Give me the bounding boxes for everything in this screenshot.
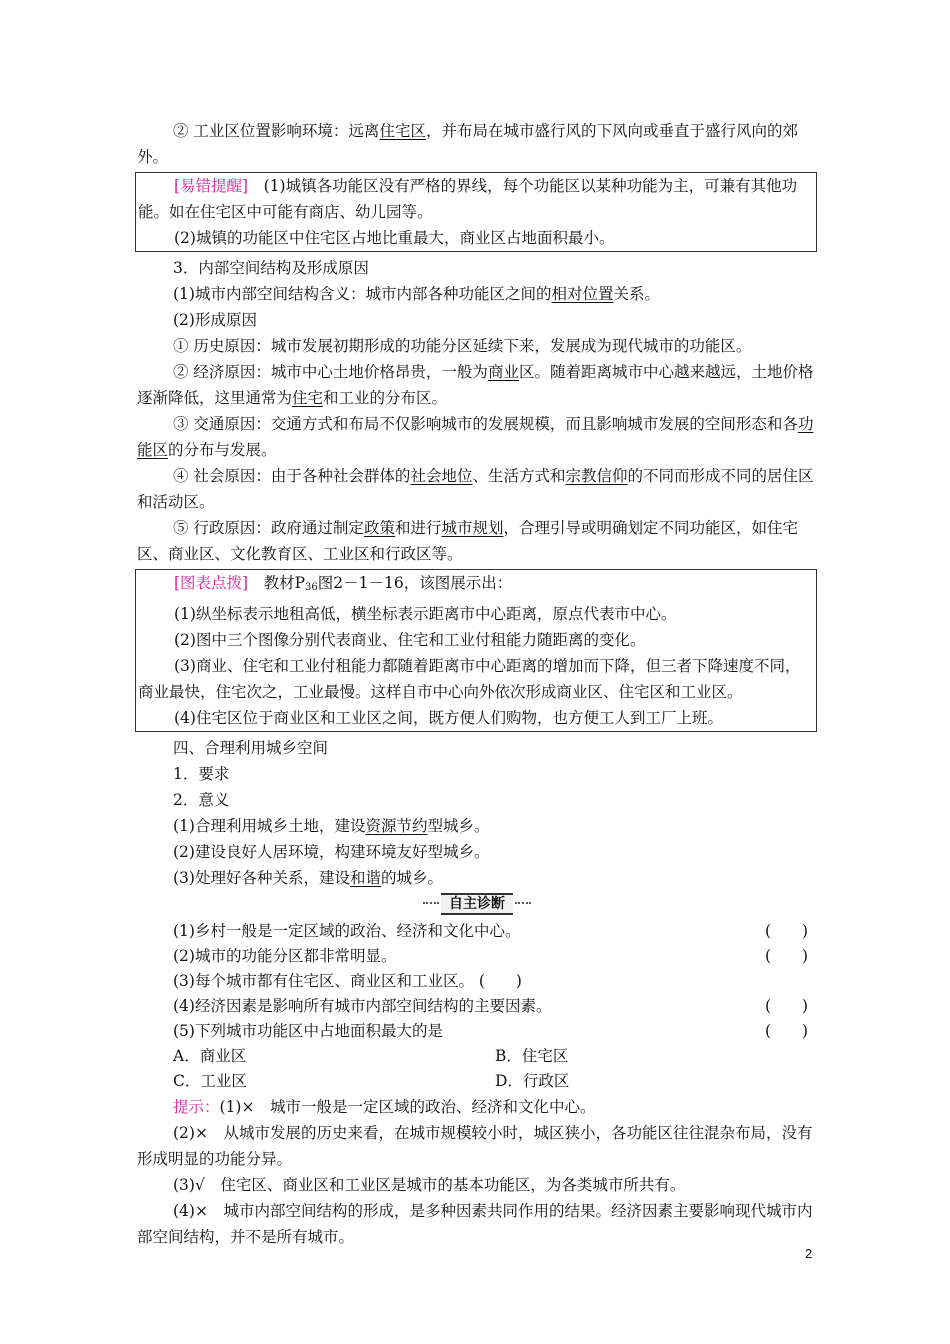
question-row: (1)乡村一般是一定区域的政治、经济和文化中心。 ( ) [137,919,817,944]
question-row: (2)城市的功能分区都非常明显。 ( ) [137,944,817,969]
paragraph-industrial-location: ② 工业区位置影响环境：远离住宅区，并布局在城市盛行风的下风向或垂直于盛行风向的郊外。 [137,122,798,166]
option-a: A．商业区 [173,1047,247,1065]
options-row [137,1069,817,1094]
section-heading: 四、合理利用城乡空间 [173,739,329,757]
option-d: D．行政区 [495,1072,570,1090]
paragraph: (2)建设良好人居环境，构建环境友好型城乡。 [173,843,490,861]
banner-label: 自主诊断 [441,893,513,915]
paragraph: ② 经济原因：城市中心土地价格昂贵，一般为商业区。随着距离城市中心越来越远，土地价格逐渐降低，这里通常为住宅和工业的分布区。 [137,363,814,407]
question-row: (5)下列城市功能区中占地面积最大的是 ( ) [137,1019,817,1044]
underlined-answer: 相对位置 [551,285,614,303]
underlined-answer: 宗教信仰 [565,467,628,485]
underlined-answer: 城市规划 [441,519,504,537]
question-row: (4)经济因素是影响所有城市内部空间结构的主要因素。 ( ) [137,994,817,1019]
page-number: 2 [805,1246,813,1261]
hint-tag: 提示： [173,1098,220,1116]
underlined-answer: 资源节约 [365,817,428,835]
answer-blank: ( ) [765,997,809,1015]
chart-tip-tag: [图表点拨] [174,574,249,592]
paragraph: ⑤ 行政原因：政府通过制定政策和进行城市规划，合理引导或明确划定不同功能区，如住宅区、商业区、文化教育区、工业区和行政区等。 [137,519,798,563]
underlined-answer: 住宅区 [379,122,426,140]
answer-blank: ( ) [765,1022,809,1040]
paragraph: (1)合理利用城乡土地，建设资源节约型城乡。 [173,817,490,835]
answer-paragraph: (3)√ 住宅区、商业区和工业区是城市的基本功能区，为各类城市所共有。 [173,1176,686,1194]
self-diagnosis-banner [137,893,817,917]
paragraph: (1)城市内部空间结构含义：城市内部各种功能区之间的相对位置关系。 [173,285,660,303]
answer-paragraph: (4)× 城市内部空间结构的形成，是多种因素共同作用的结果。经济因素主要影响现代城市内部空间结构，并不是所有城市。 [137,1202,813,1246]
page-content [137,118,817,1250]
error-reminder-tag: [易错提醒] [174,177,249,195]
paragraph: (3)处理好各种关系，建设和谐的城乡。 [173,869,443,887]
answer-paragraph: 提示：(1)× 城市一般是一定区域的政治、经济和文化中心。 [173,1098,596,1116]
subheading: 1．要求 [173,765,230,783]
answer-paragraph: (2)× 从城市发展的历史来看，在城市规模较小时，城区狭小，各功能区往往混杂布局，没有形成明显的功能分异。 [137,1124,813,1168]
paragraph: ③ 交通原因：交通方式和布局不仅影响城市的发展规模，而且影响城市发展的空间形态和各功能区的分布与发展。 [137,415,814,459]
underlined-answer: 住宅 [292,389,324,407]
underlined-answer: 商业 [487,363,519,381]
error-reminder-box: [易错提醒] (1)城镇各功能区没有严格的界线，每个功能区以某种功能为主，可兼有其他功能。如在住宅区中可能有商店、幼儿园等。 (2)城镇的功能区中住宅区占地比重最大，商业区占地面积最小。 [135,172,817,252]
underlined-answer: 政策 [363,519,395,537]
option-c: C．工业区 [173,1072,247,1090]
underlined-answer: 功能区 [137,415,814,459]
options-row [137,1044,817,1069]
answer-blank: ( ) [765,947,809,965]
underlined-answer: 社会地位 [410,467,473,485]
question-row: (3)每个城市都有住宅区、商业区和工业区。 ( ) [173,972,522,990]
subheading: (2)形成原因 [173,311,257,329]
subheading: 2．意义 [173,791,230,809]
paragraph: ① 历史原因：城市发展初期形成的功能分区延续下来，发展成为现代城市的功能区。 [173,337,752,355]
paragraph: ④ 社会原因：由于各种社会群体的社会地位、生活方式和宗教信仰的不同而形成不同的居住区和活动区。 [137,467,814,511]
chart-tip-box: [图表点拨] 教材$P_{36}$图2－1－16，该图展示出： (1)纵坐标表示地租高低，横坐标表示距离市中心距离，原点代表市中心。 (2)图中三个图像分别代表商业、住宅和工业付租能力随距离的变化。 (3)商业、住宅和工业付租能力都随着距离市中心距离的增加而下降，但三者下降速度不同，商业最快，住宅次之，工业最慢。这样自市中心向外依次形成商业区、住宅区和工业区。 (4)住宅区位于商业区和工业区之间，既方便人们购物，也方便工人到工厂上班。 [135,569,817,732]
section-heading: 3．内部空间结构及形成原因 [173,259,369,277]
option-b: B．住宅区 [495,1047,569,1065]
answer-blank: ( ) [765,922,809,940]
underlined-answer: 和谐 [349,869,381,887]
